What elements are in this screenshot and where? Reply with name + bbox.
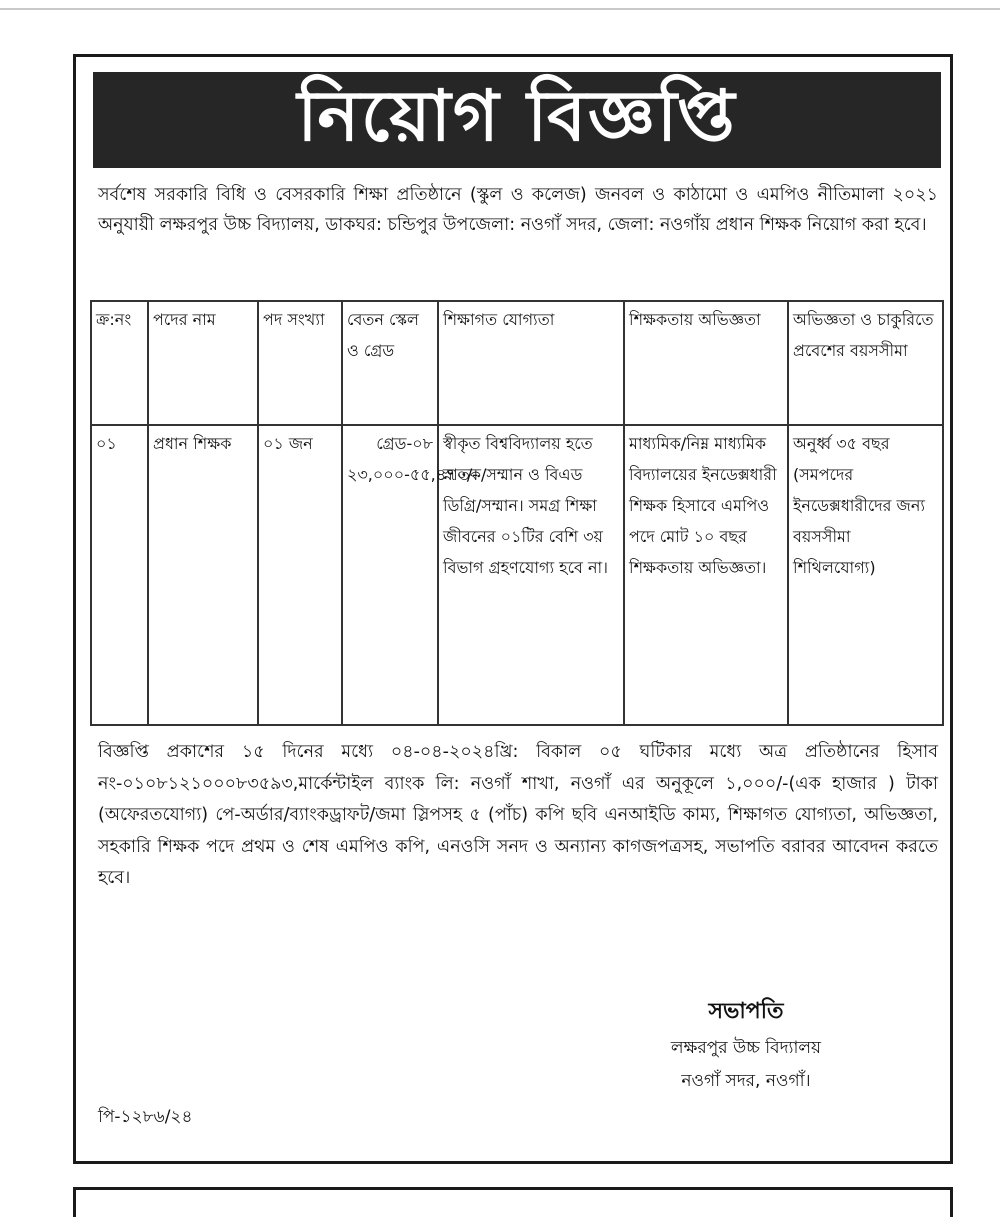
header-teaching-experience: শিক্ষকতায় অভিজ্ঞতা xyxy=(624,301,788,425)
reference-number: পি-১২৮৬/২৪ xyxy=(98,1107,193,1127)
cell-post-count: ০১ জন xyxy=(258,425,342,725)
application-paragraph: বিজ্ঞপ্তি প্রকাশের ১৫ দিনের মধ্যে ০৪-০৪-২০২৪খ্রি: বিকাল ০৫ ঘটিকার মধ্যে অত্র প্রতিষ্ঠানের হিসাব নং-০১০৮১২১০০০৮৩৫৯৩,মার্কেন্টাইল ব্যাংক লি: নওগাঁ শাখা, নওগাঁ এর অনুকূলে ১,০০০/-(এক হাজার ) টাকা (অফেরতযোগ্য) পে-অর্ডার/ব্যাংকড্রাফট/জমা স্লিপসহ ৫ (পাঁচ) কপি ছবি এনআইডি কাম্য, শিক্ষাগত যোগ্যতা, অভিজ্ঞতা, সহকারি শিক্ষক পদে প্রথম ও শেষ এমপিও কপি, এনওসি সনদ ও অন্যান্য কাগজপত্রসহ, সভাপতি বরাবর আবেদন করতে হবে। xyxy=(98,742,938,888)
top-divider xyxy=(0,8,1000,10)
header-serial: ক্র:নং xyxy=(91,301,148,425)
header-pay-scale: বেতন স্কেল ও গ্রেড xyxy=(342,301,438,425)
job-notice xyxy=(73,54,953,1164)
table-row xyxy=(91,425,943,725)
title-banner xyxy=(93,72,941,168)
school-name: লক্ষরপুর উচ্চ বিদ্যালয় xyxy=(670,1038,822,1058)
cell-teaching-experience: মাধ্যমিক/নিম্ন মাধ্যমিক বিদ্যালয়ের ইনডেক্সধারী শিক্ষক হিসাবে এমপিও পদে মোট ১০ বছর শিক্ষকতায় অভিজ্ঞতা। xyxy=(624,425,788,725)
notice-title: নিয়োগ বিজ্ঞপ্তি xyxy=(297,73,737,157)
next-notice-border xyxy=(73,1187,953,1217)
intro-paragraph: সর্বশেষ সরকারি বিধি ও বেসরকারি শিক্ষা প্রতিষ্ঠানে (স্কুল ও কলেজ) জনবল ও কাঠামো ও এমপিও নীতিমালা ২০২১ অনুযায়ী লক্ষরপুর উচ্চ বিদ্যালয়, ডাকঘর: চন্ডিপুর উপজেলা: নওগাঁ সদর, জেলা: নওগাঁয় প্রধান শিক্ষক নিয়োগ করা হবে। xyxy=(98,185,938,235)
table-header-row xyxy=(91,301,943,425)
cell-post-name: প্রধান শিক্ষক xyxy=(148,425,258,725)
header-post-name: পদের নাম xyxy=(148,301,258,425)
cell-age-limit: অনুর্ধ্ব ৩৫ বছর (সমপদের ইনডেক্সধারীদের জন্য বয়সসীমা শিথিলযোগ্য) xyxy=(788,425,943,725)
header-age-limit: অভিজ্ঞতা ও চাকুরিতে প্রবেশের বয়সসীমা xyxy=(788,301,943,425)
header-education: শিক্ষাগত যোগ্যতা xyxy=(438,301,624,425)
post-table xyxy=(90,300,944,726)
header-post-count: পদ সংখ্যা xyxy=(258,301,342,425)
school-address: নওগাঁ সদর, নওগাঁ। xyxy=(681,1071,811,1091)
signatory-title: সভাপতি xyxy=(708,999,784,1024)
cell-education: স্বীকৃত বিশ্ববিদ্যালয় হতে স্নাতক/সম্মান ও বিএড ডিগ্রি/সম্মান। সমগ্র শিক্ষা জীবনের ০১টির বেশি ৩য় বিভাগ গ্রহণযোগ্য হবে না। xyxy=(438,425,624,725)
cell-pay-scale: গ্রেড-০৮ ২৩,০০০-৫৫,৪৭০/- xyxy=(342,425,438,725)
cell-serial: ০১ xyxy=(91,425,148,725)
signature-block xyxy=(596,992,896,1098)
